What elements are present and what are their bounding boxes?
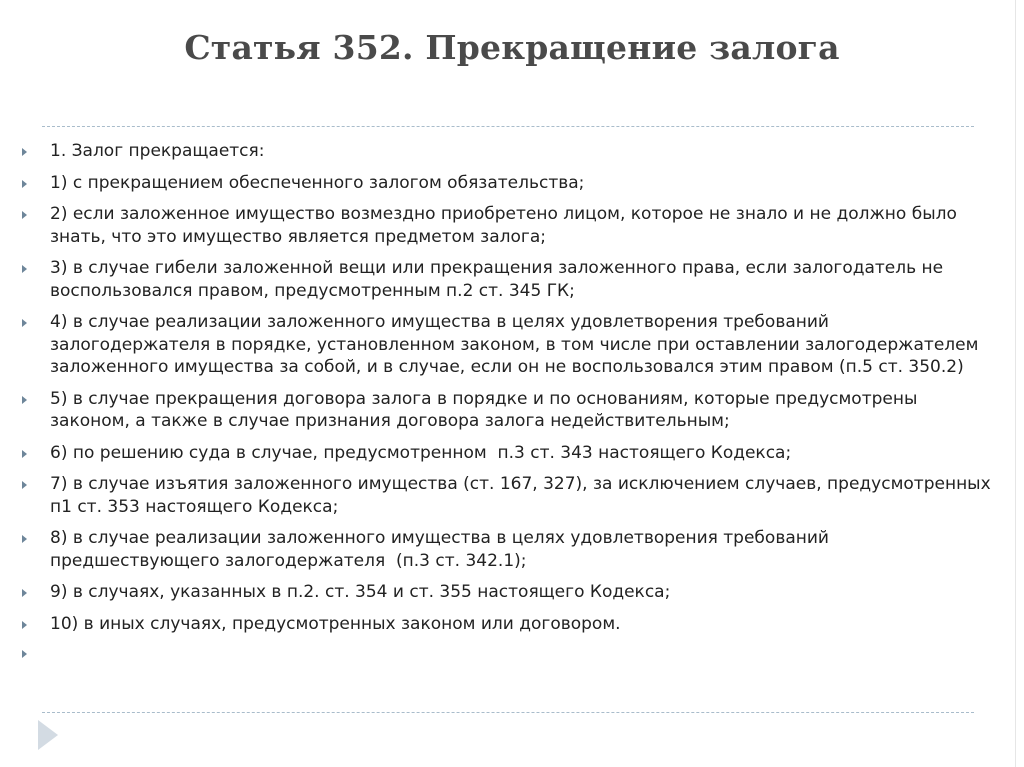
list-item-text: 6) по решению суда в случае, предусмотренном п.3 ст. 343 настоящего Кодекса;: [50, 442, 792, 463]
triangle-bullet-icon: [22, 180, 27, 188]
list-item-text: 5) в случае прекращения договора залога в порядке и по основаниям, которые предусмотрены законом, а также в случае признания договора залога недействительным;: [50, 388, 923, 431]
slide-right-border: [1015, 0, 1016, 767]
list-item-text: 4) в случае реализации заложенного имущества в целях удовлетворения требований залогодержателя в порядке, установленном законом, в том числе при оставлении залогодержателем заложенного имущества за собой, и в случае, если он не воспользовался этим правом (п.5 ст. 350.2): [50, 312, 984, 377]
triangle-bullet-icon: [22, 211, 27, 219]
empty-list-item: [18, 644, 993, 664]
triangle-bullet-icon: [22, 319, 27, 327]
list-item-text: 3) в случае гибели заложенной вещи или прекращения заложенного права, если залогодатель не воспользовался правом, предусмотренным п.2 ст. 345 ГК;: [50, 258, 949, 301]
triangle-bullet-icon: [22, 535, 27, 543]
list-item: [18, 172, 993, 195]
triangle-bullet-icon: [22, 265, 27, 273]
list-item: [18, 527, 993, 572]
slide-content: [18, 140, 997, 664]
list-item: [18, 442, 993, 465]
list-item-text: 8) в случае реализации заложенного имущества в целях удовлетворения требований предшествующего залогодержателя (п.3 ст. 342.1);: [50, 528, 835, 571]
list-item: [18, 140, 993, 163]
list-item-text: 9) в случаях, указанных в п.2. ст. 354 и ст. 355 настоящего Кодекса;: [50, 582, 671, 602]
slide-title: Статья 352. Прекращение залога: [184, 28, 840, 67]
list-item: [18, 388, 993, 433]
top-divider: [42, 126, 974, 127]
list-item: [18, 203, 993, 248]
list-item: [18, 613, 993, 636]
bottom-divider: [42, 712, 974, 713]
triangle-bullet-icon: [22, 450, 27, 458]
list-item-text: 7) в случае изъятия заложенного имущества (ст. 167, 327), за исключением случаев, предусмотренных п1 ст. 353 настоящего Кодекса;: [50, 474, 997, 517]
triangle-bullet-icon: [22, 650, 27, 658]
list-item: [18, 473, 997, 518]
corner-arrow-icon: [38, 720, 58, 750]
list-item: [18, 581, 993, 604]
triangle-bullet-icon: [22, 481, 27, 489]
list-item: [18, 311, 993, 379]
list-item-text: 10) в иных случаях, предусмотренных законом или договором.: [50, 613, 621, 634]
list-item-text: 2) если заложенное имущество возмездно приобретено лицом, которое не знало и не должно было знать, что это имущество является предметом залога;: [50, 204, 963, 247]
triangle-bullet-icon: [22, 396, 27, 404]
list-item: [18, 257, 993, 302]
triangle-bullet-icon: [22, 589, 27, 597]
triangle-bullet-icon: [22, 148, 27, 156]
list-item-text: 1. Залог прекращается:: [50, 141, 265, 161]
bullet-list: [18, 140, 997, 635]
triangle-bullet-icon: [22, 621, 27, 629]
list-item-text: 1) с прекращением обеспеченного залогом обязательства;: [50, 172, 585, 193]
